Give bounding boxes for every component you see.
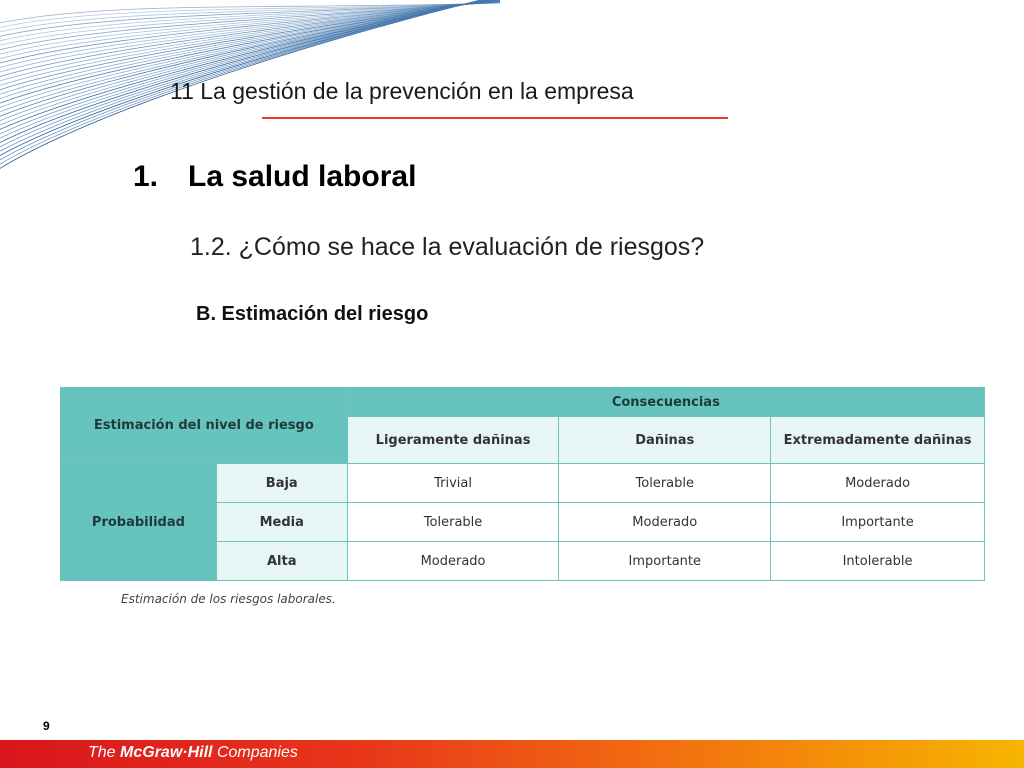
table-cell: Tolerable — [347, 503, 559, 542]
table-cell: Moderado — [347, 542, 559, 581]
table-cell: Intolerable — [771, 542, 985, 581]
row-header: Baja — [216, 464, 347, 503]
table-corner-label: Estimación del nivel de riesgo — [61, 388, 348, 464]
section-number: 1. — [133, 160, 159, 193]
table-cell: Importante — [559, 542, 771, 581]
table-cell: Moderado — [559, 503, 771, 542]
column-header: Dañinas — [559, 417, 771, 464]
consequences-header: Consecuencias — [347, 388, 984, 417]
subsubsection-heading: B. Estimación del riesgo — [196, 303, 429, 325]
wave-line — [0, 0, 500, 143]
publisher-logo — [88, 744, 298, 762]
row-header: Media — [216, 503, 347, 542]
section-title: La salud laboral — [188, 160, 417, 193]
title-underline — [262, 117, 728, 119]
risk-estimation-table — [60, 387, 985, 581]
brand-name: McGraw·Hill — [120, 744, 213, 761]
brand-prefix: The — [88, 744, 116, 761]
table-cell: Moderado — [771, 464, 985, 503]
section-heading — [133, 160, 416, 194]
subsection-heading: 1.2. ¿Cómo se hace la evaluación de riesgos? — [190, 233, 705, 261]
column-header: Extremadamente dañinas — [771, 417, 985, 464]
column-header: Ligeramente dañinas — [347, 417, 559, 464]
table-cell: Tolerable — [559, 464, 771, 503]
wave-line — [0, 0, 500, 152]
table-caption: Estimación de los riesgos laborales. — [121, 592, 336, 606]
footer-bar — [0, 740, 1024, 768]
chapter-title: 11 La gestión de la prevención en la empresa — [170, 78, 634, 104]
brand-suffix: Companies — [216, 744, 298, 761]
probability-header: Probabilidad — [61, 464, 217, 581]
row-header: Alta — [216, 542, 347, 581]
table-cell: Importante — [771, 503, 985, 542]
page-number: 9 — [43, 719, 50, 733]
table-cell: Trivial — [347, 464, 559, 503]
